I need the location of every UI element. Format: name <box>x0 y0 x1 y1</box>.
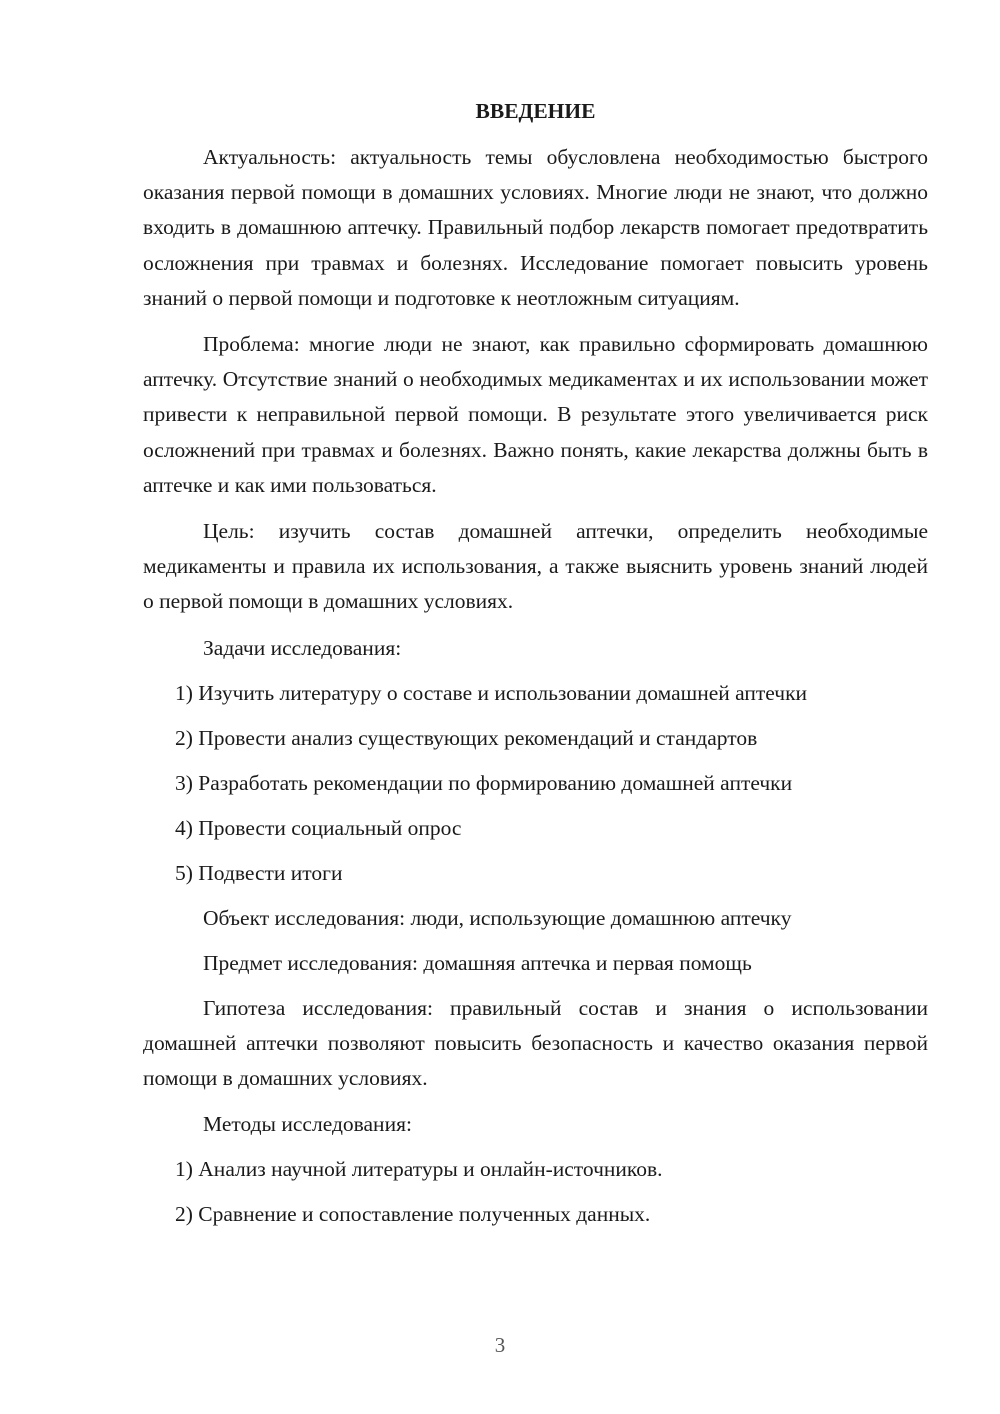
task-item: 2) Провести анализ существующих рекомендаций и стандартов <box>175 725 758 750</box>
task-item: 5) Подвести итоги <box>175 860 343 885</box>
problem-paragraph: Проблема: многие люди не знают, как правильно сформировать домашнюю аптечку. Отсутствие знаний о необходимых медикаментах и их использовании может привести к неправильной первой помощи. В результате этого увеличивается риск осложнений при травмах и болезнях. Важно понять, какие лекарства должны быть в аптечке и как ими пользоваться. <box>143 332 928 497</box>
task-item: 1) Изучить литературу о составе и использовании домашней аптечки <box>175 680 808 705</box>
methods-heading: Методы исследования: <box>203 1112 412 1137</box>
method-item: 1) Анализ научной литературы и онлайн-источников. <box>175 1157 663 1182</box>
research-subject: Предмет исследования: домашняя аптечка и первая помощь <box>203 950 752 975</box>
task-item: 4) Провести социальный опрос <box>175 815 462 840</box>
goal-paragraph: Цель: изучить состав домашней аптечки, определить необходимые медикаменты и правила их использования, а также выяснить уровень знаний людей о первой помощи в домашних условиях. <box>143 519 928 614</box>
section-title: ВВЕДЕНИЕ <box>475 99 596 123</box>
tasks-heading: Задачи исследования: <box>203 635 402 660</box>
research-object: Объект исследования: люди, использующие домашнюю аптечку <box>203 905 792 930</box>
document-page <box>143 94 928 1242</box>
hypothesis-paragraph: Гипотеза исследования: правильный состав и знания о использовании домашней аптечки позволяют повысить безопасность и качество оказания первой помощи в домашних условиях. <box>143 995 928 1091</box>
method-item: 2) Сравнение и сопоставление полученных данных. <box>175 1202 651 1227</box>
task-item: 3) Разработать рекомендации по формированию домашней аптечки <box>175 770 793 795</box>
page-number: 3 <box>494 1333 506 1357</box>
actuality-paragraph: Актуальность: актуальность темы обусловлена необходимостью быстрого оказания первой помощи в домашних условиях. Многие люди не знают, что должно входить в домашнюю аптечку. Правильный подбор лекарств помогает предотвратить осложнения при травмах и болезнях. Исследование помогает повысить уровень знаний о первой помощи и подготовке к неотложным ситуациям. <box>143 145 928 310</box>
